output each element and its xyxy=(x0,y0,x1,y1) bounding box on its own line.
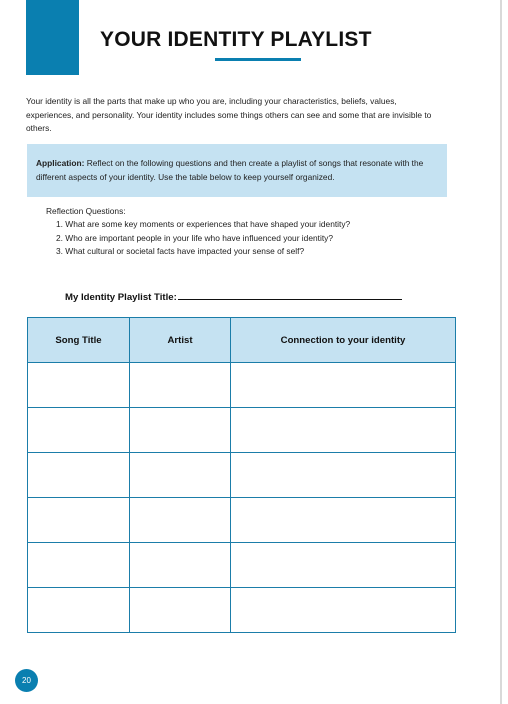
table-row xyxy=(28,453,456,498)
application-instructions: Reflect on the following questions and then create a playlist of songs that resonate with the different aspects of your identity. Use the table below to keep yourself organized. xyxy=(36,158,424,182)
playlist-title-field xyxy=(65,289,402,303)
intro-paragraph: Your identity is all the parts that make up who you are, including your characteristics, beliefs, values, experiences, and personality. Your identity includes some things others can see and some that are invisible to others. xyxy=(26,96,432,133)
table-row xyxy=(28,408,456,453)
reflection-questions xyxy=(46,205,446,258)
title-underline xyxy=(215,58,301,61)
table-cell[interactable] xyxy=(28,588,130,633)
question-item: 3. What cultural or societal facts have impacted your sense of self? xyxy=(56,245,305,256)
table-cell[interactable] xyxy=(231,498,456,543)
column-header-artist: Artist xyxy=(130,318,231,363)
table-cell[interactable] xyxy=(231,543,456,588)
table-cell[interactable] xyxy=(130,543,231,588)
table-cell[interactable] xyxy=(130,363,231,408)
table-cell[interactable] xyxy=(130,453,231,498)
table-cell[interactable] xyxy=(130,588,231,633)
table-cell[interactable] xyxy=(231,408,456,453)
playlist-title-blank[interactable] xyxy=(178,289,402,300)
table-row xyxy=(28,543,456,588)
playlist-table xyxy=(27,317,456,633)
application-text xyxy=(36,156,444,184)
application-box xyxy=(27,144,447,197)
table-cell[interactable] xyxy=(28,363,130,408)
table-cell[interactable] xyxy=(28,453,130,498)
page-number: 20 xyxy=(15,669,38,692)
page-title: YOUR IDENTITY PLAYLIST xyxy=(100,28,372,51)
question-item: 2. Who are important people in your life who have influenced your identity? xyxy=(56,232,334,243)
table-cell[interactable] xyxy=(28,543,130,588)
table-cell[interactable] xyxy=(231,588,456,633)
column-header-song-title: Song Title xyxy=(28,318,130,363)
table-cell[interactable] xyxy=(28,408,130,453)
table-header-row xyxy=(28,318,456,363)
column-header-connection: Connection to your identity xyxy=(231,318,456,363)
table-cell[interactable] xyxy=(130,408,231,453)
table-cell[interactable] xyxy=(28,498,130,543)
table-row xyxy=(28,588,456,633)
reflection-heading: Reflection Questions: xyxy=(46,206,126,216)
question-item: 1. What are some key moments or experiences that have shaped your identity? xyxy=(56,219,351,230)
table-cell[interactable] xyxy=(231,363,456,408)
table-row xyxy=(28,363,456,408)
table-row xyxy=(28,498,456,543)
playlist-title-label: My Identity Playlist Title: xyxy=(65,292,177,303)
question-list xyxy=(46,218,446,258)
page-edge xyxy=(500,0,502,704)
application-label: Application: xyxy=(36,158,85,168)
table-cell[interactable] xyxy=(130,498,231,543)
table-cell[interactable] xyxy=(231,453,456,498)
accent-block xyxy=(26,0,79,75)
